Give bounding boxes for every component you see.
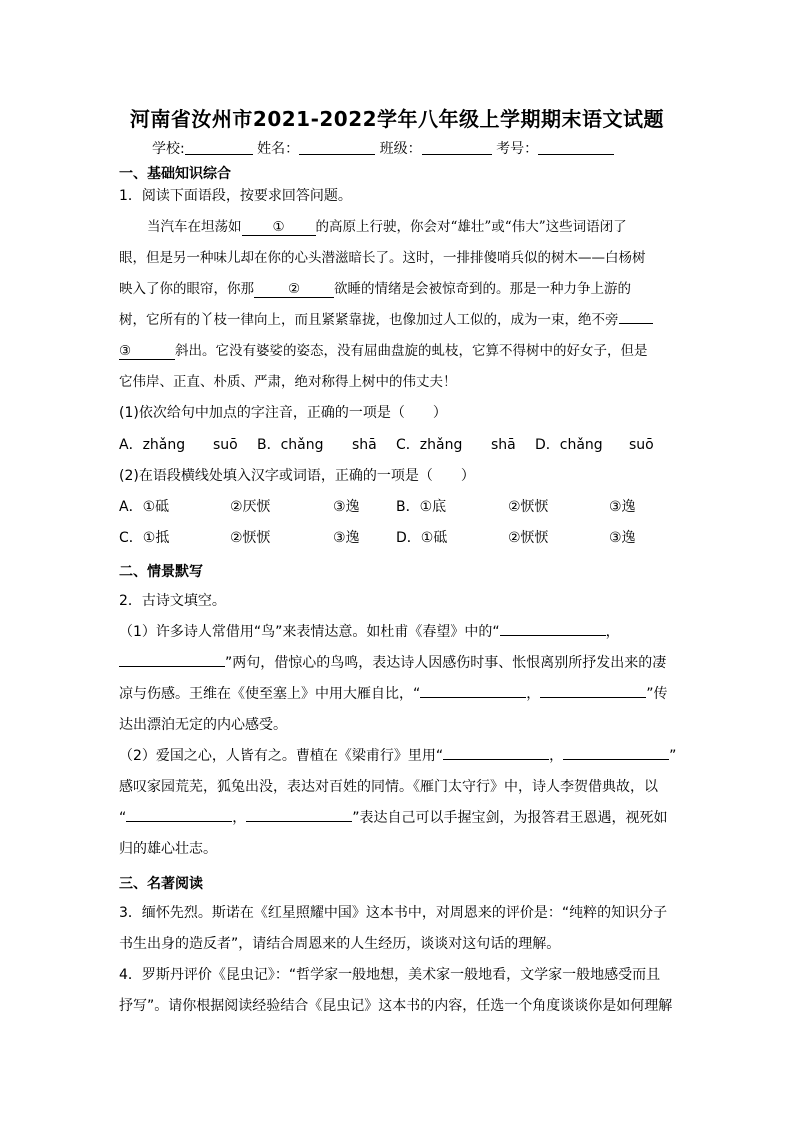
question-4-line: 4．罗斯丹评价《昆虫记》：“哲学家一般地想，美术家一般地看，文学家一般地感受而且	[119, 967, 661, 983]
section-heading-poetry: 二、情景默写	[119, 564, 203, 580]
exam-number-blank[interactable]	[538, 140, 614, 155]
answer-blank[interactable]	[443, 759, 549, 760]
blank-3-start	[619, 323, 653, 324]
option-c[interactable]: C．zhǎng	[396, 437, 463, 453]
passage-line: 当汽车在坦荡如 ① 的高原上行驶，你会对“雄壮”或“伟大”这些词语闭了	[147, 219, 627, 235]
class-blank[interactable]	[422, 140, 492, 155]
page-title: 河南省汝州市2021-2022学年八年级上学期期末语文试题	[129, 107, 665, 131]
blank-3: ③	[119, 343, 175, 360]
question-line: 归的雄心壮志。	[119, 841, 217, 857]
passage-line: 它伟岸、正直、朴质、严肃，绝对称得上树中的伟丈夫！	[119, 374, 457, 390]
answer-blank[interactable]	[119, 666, 225, 667]
question-line: （1）许多诗人常借用“鸟”来表情达意。如杜甫《春望》中的“ ，	[119, 624, 620, 640]
class-label: 班级：	[379, 141, 422, 157]
student-info-line	[152, 138, 614, 158]
question-2-stem: 2．古诗文填空。	[119, 593, 226, 609]
option-a[interactable]: A．zhǎng	[119, 437, 186, 453]
school-label: 学校:	[152, 141, 185, 157]
question-line: （2）爱国之心，人皆有之。曹植在《梁甫行》里用“ ， ”	[119, 748, 677, 764]
passage-line: 眼，但是另一种味儿却在你的心头潜滋暗长了。这时，一排排傻哨兵似的树木——白杨树	[119, 250, 646, 266]
answer-blank[interactable]	[563, 759, 669, 760]
sub-question-2: (2)在语段横线处填入汉字或词语，正确的一项是（ ）	[119, 468, 475, 484]
answer-blank[interactable]	[246, 821, 352, 822]
passage-line: 映入了你的眼帘，你那 ② 欲睡的情绪是会被惊奇到的。那是一种力争上游的	[119, 281, 631, 297]
question-3-line: 3．缅怀先烈。斯诺在《红星照耀中国》这本书中，对周恩来的评价是：“纯粹的知识分子	[119, 905, 668, 921]
question-line: 达出漂泊无定的内心感受。	[119, 717, 287, 733]
section-heading-basics: 一、基础知识综合	[119, 166, 231, 182]
option-b[interactable]: B．chǎng	[257, 437, 324, 453]
name-blank[interactable]	[299, 140, 375, 155]
question-3-line: 书生出身的造反者”，请结合周恩来的人生经历，谈谈对这句话的理解。	[119, 936, 561, 952]
option-d[interactable]: D．①砥	[396, 530, 448, 546]
blank-1: ①	[242, 219, 316, 236]
answer-blank[interactable]	[126, 821, 232, 822]
exam-number-label: 考号：	[496, 141, 539, 157]
question-line: “ ， ”表达自己可以手握宝剑，为报答君王恩遇，视死如	[119, 810, 668, 826]
name-label: 姓名：	[257, 141, 300, 157]
option-b[interactable]: B．①底	[396, 499, 447, 515]
section-heading-classics: 三、名著阅读	[119, 876, 203, 892]
sub-question-1: (1)依次给句中加点的字注音，正确的一项是（ ）	[119, 405, 447, 421]
blank-2: ②	[254, 281, 334, 298]
passage-line: 树，它所有的丫枝一律向上，而且紧紧靠拢，也像加过人工似的，成为一束，绝不旁	[119, 311, 653, 329]
question-line: 感叹家园荒芜，狐兔出没，表达对百姓的同情。《雁门太守行》中，诗人李贺借典故，以	[119, 779, 658, 795]
option-a[interactable]: A．①砥	[119, 499, 170, 515]
answer-blank[interactable]	[540, 697, 646, 698]
school-blank[interactable]	[185, 140, 253, 155]
option-d[interactable]: D．chǎng	[535, 437, 603, 453]
question-1-stem: 1．阅读下面语段，按要求回答问题。	[119, 188, 352, 204]
passage-line: ③ 斜出。它没有婆娑的姿态，没有屈曲盘旋的虬枝，它算不得树中的好女子，但是	[119, 343, 648, 359]
question-line: 凉与伤感。王维在《使至塞上》中用大雁自比，“ ， ”传	[119, 686, 668, 702]
option-c[interactable]: C．①抵	[119, 530, 170, 546]
question-4-line: 抒写”。请你根据阅读经验结合《昆虫记》这本书的内容，任选一个角度谈谈你是如何理解	[119, 998, 673, 1014]
question-line: ”两句，借惊心的鸟鸣，表达诗人因感伤时事、怅恨离别所抒发出来的凄	[119, 654, 666, 672]
answer-blank[interactable]	[420, 697, 526, 698]
answer-blank[interactable]	[500, 635, 606, 636]
exam-page: 河南省汝州市2021-2022学年八年级上学期期末语文试题 学校: 姓名： 班级： 考号： 一、基础知识综合 1．阅读下面语段，按要求回答问题。 当汽车在坦荡如 ① 的高原上行驶，你会对“雄壮”或“伟大”这些词语闭了 眼，但是另一种味儿却在你的心头潜滋暗长了。这时，一排排傻哨兵似的树木——白杨树 映入了你的眼帘，你那 ② 欲睡的情绪是会被惊奇到的。那是一种力争上游的 树，它所有的丫枝一律向上，而且紧紧靠拢，也像加过人工似的，成为一束，绝不旁 ③ 斜出。它没有婆娑的姿态，没有屈曲盘旋的虬枝，它算不得树中的好女子，但是 它伟岸、正直、朴质、严肃，绝对称得上树中的伟丈夫！ (1)依次给句中加点的字注音，正确的一项是（ ） A．zhǎng suō B．chǎng shā C．zhǎng shā D．chǎng suō (2)在语段横线处填入汉字或词语，正确的一项是（ ） A．①砥 ②厌恹 ③逸 B．①底 ②恹恹 ③逸 C．①抵 ②恹恹 ③逸 D．①砥 ②恹恹 ③逸 二、情景默写 2．古诗文填空。 （1）许多诗人常借用“鸟”来表情达意。如杜甫《春望》中的“ ， ”两句，借惊心的鸟鸣，表达诗人因感伤时事、怅恨离别所抒发出来的凄 凉与伤感。王维在《使至塞上》中用大雁自比，“ ， ”传 达出漂泊无定的内心感受。 （2）爱国之心，人皆有之。曹植在《梁甫行》里用“ ， ” 感叹家园荒芜，狐兔出没，表达对百姓的同情。《雁门太守行》中，诗人李贺借典故，以 “ ， ”表达自己可以手握宝剑，为报答君王恩遇，视死如 归的雄心壮志。 三、名著阅读 3．缅怀先烈。斯诺在《红星照耀中国》这本书中，对周恩来的评价是：“纯粹的知识分子 书生出身的造反者”，请结合周恩来的人生经历，谈谈对这句话的理解。 4．罗斯丹评价《昆虫记》：“哲学家一般地想，美术家一般地看，文学家一般地感受而且 抒写”。请你根据阅读经验结合《昆虫记》这本书的内容，任选一个角度谈谈你是如何理解	[0, 0, 794, 1123]
